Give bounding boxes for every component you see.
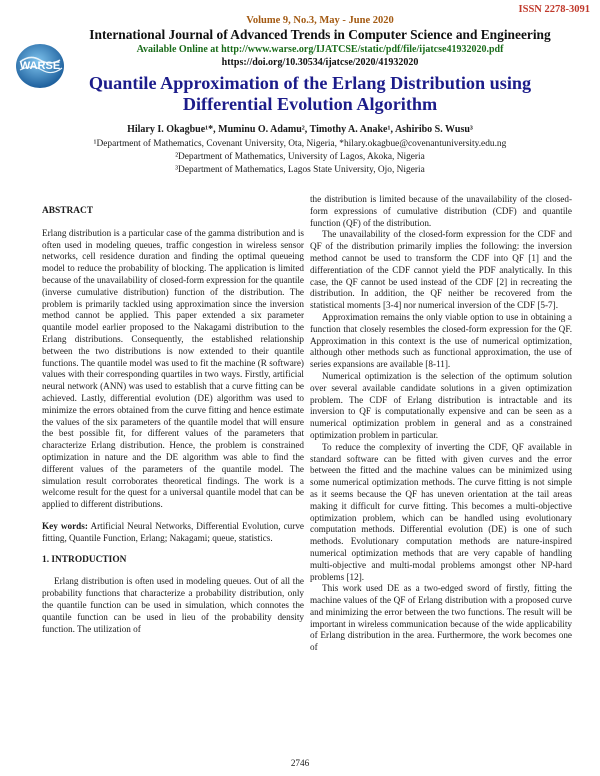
right-paragraph-1: the distribution is limited because of the unavailability of the closed-form expressions of cumulative distribution (CDF) and quantile function (QF) of the distribution. xyxy=(310,194,572,228)
keywords-text: Artificial Neural Networks, Differential Evolution, curve fitting, Quantile Function, Erlang; Nakagami; queue, statistics. xyxy=(42,520,305,543)
journal-title: International Journal of Advanced Trends in Computer Science and Engineering xyxy=(89,27,551,42)
abstract-heading: ABSTRACT xyxy=(42,206,94,216)
intro-paragraph: Erlang distribution is often used in modeling queues. Out of all the probability functions that characterize a probability distribution, only the quantile function can be used in simulation, which connotes the quantile function can be used in lieu of the probability density function. The utilization of xyxy=(42,576,304,634)
affiliation-1: ¹Department of Mathematics, Covenant University, Ota, Nigeria, *hilary.okagbue@covenantuniversity.edu.ng xyxy=(93,139,507,149)
title-line-1: Quantile Approximation of the Erlang Distribution using xyxy=(88,73,532,93)
right-column xyxy=(310,194,572,654)
right-paragraph-4: Numerical optimization is the selection of the optimum solution over several available candidate solutions in a given optimization problem. The CDF of Erlang distribution is intractable and its inversion to QF is computationally expensive and can be seen as a numerical optimization problem in general and as a constrained optimization problem in particular. xyxy=(310,370,572,440)
author-list: Hilary I. Okagbue¹*, Muminu O. Adamu², Timothy A. Anake¹, Ashiribo S. Wusu³ xyxy=(127,124,473,135)
title-line-2: Differential Evolution Algorithm xyxy=(182,94,438,114)
doi-link[interactable]: https://doi.org/10.30534/ijatcse/2020/41932020 xyxy=(221,57,419,68)
issn-label: ISSN 2278-3091 xyxy=(518,4,590,15)
affiliation-3: ³Department of Mathematics, Lagos State University, Ojo, Nigeria xyxy=(175,165,425,175)
keywords xyxy=(42,521,304,545)
warse-logo xyxy=(14,40,66,104)
abstract-text: Erlang distribution is a particular case of the gamma distribution and is often used in modeling queues, traffic congestion in wireless sensor networks, cell residence duration and finding the optimal queueing model to reduce the probability of blocking. The application is limited because of the unavailability of closed-form expression for the quantile (inverse cumulative distribution) function of the distribution. The problem is primarily tackled using approximation since the inversion method cannot be applied. This paper extended a six parameter quantile model earlier proposed to the Nakagami distribution to the Erlang distributions. Consequently, the established relationship between the two distributions is now extended to their quantile functions. The quantile model was used to fit the machine (R software) values with their corresponding quartiles in two ways. Firstly, artificial neural network (ANN) was used to establish that a curve fitting can be achieved. Lastly, differential evolution (DE) algorithm was used to minimize the errors obtained from the curve fitting and hence estimate the values of the six parameters of the quantile model that will ensure the best possible fit, for different values of the parameters that characterize Erlang distribution. Hence, the problem is constrained optimization in nature and the DE algorithm was able to find the different values of the parameters of the quantile model. The simulation result corroborates theoretical findings. The work is a welcome result for the quest for a universal quantile model that can be applied to different distributions. xyxy=(42,227,305,510)
intro-heading: 1. INTRODUCTION xyxy=(42,554,127,565)
right-paragraph-6: This work used DE as a two-edged sword of firstly, fitting the machine values of the QF of Erlang distribution with a proposed curve and minimizing the error between the two functions. The result will be important in wireless communication because of the wide applicability of Erlang distribution in the area. Furthermore, the work becomes one of xyxy=(310,583,572,653)
keywords-label: Key words: xyxy=(42,520,88,531)
right-paragraph-2: The unavailability of the closed-form expression for the CDF and QF of the distribution primarily implies the following: the inversion method cannot be used to transform the CDF into QF [1] and the differentiation of the CDF cannot yield the PDF analytically. In this case, the QF cannot be used instead of the CDF [2] in recreating the distribution. In addition, the QF neither be recovered from the statistical moments [3-4] nor numerical inversion of the CDF [5-7]. xyxy=(310,229,572,311)
affiliation-2: ²Department of Mathematics, University of Lagos, Akoka, Nigeria xyxy=(175,152,425,162)
right-paragraph-3: Approximation remains the only viable option to use in obtaining a function that closely resembles the closed-form expression for the QF. Approximation in this context is the use of numerical optimization, although other methods such as functional approximation, the use of series expansions are available [8-11]. xyxy=(310,311,572,370)
online-url[interactable]: Available Online at http://www.warse.org/IJATCSE/static/pdf/file/ijatcse41932020.pdf xyxy=(136,44,504,55)
right-paragraph-5: To reduce the complexity of inverting the CDF, QF available in standard software can be fitted with given curves and the error between the fitted and the machine values can be minimized using some numerical optimization methods. The curve fitting is not simple as it seems because the QF has uneven orientation at the tail areas making it difficult for curve fitting. This becomes a multi-objective optimization problem, which can be handled using evolutionary computation methods. Differential evolution (DE) is one of such methods. Evolutionary computation methods are nature-inspired numerical optimization methods that are very capable of handling multi-objective and multi-modal problems amongst other NP-hard problems [12]. xyxy=(310,441,572,582)
page-number: 2746 xyxy=(290,758,310,768)
logo-text: WARSE xyxy=(19,60,61,72)
volume-line: Volume 9, No.3, May - June 2020 xyxy=(246,15,394,26)
paper-title xyxy=(70,73,550,115)
left-column xyxy=(42,194,304,635)
